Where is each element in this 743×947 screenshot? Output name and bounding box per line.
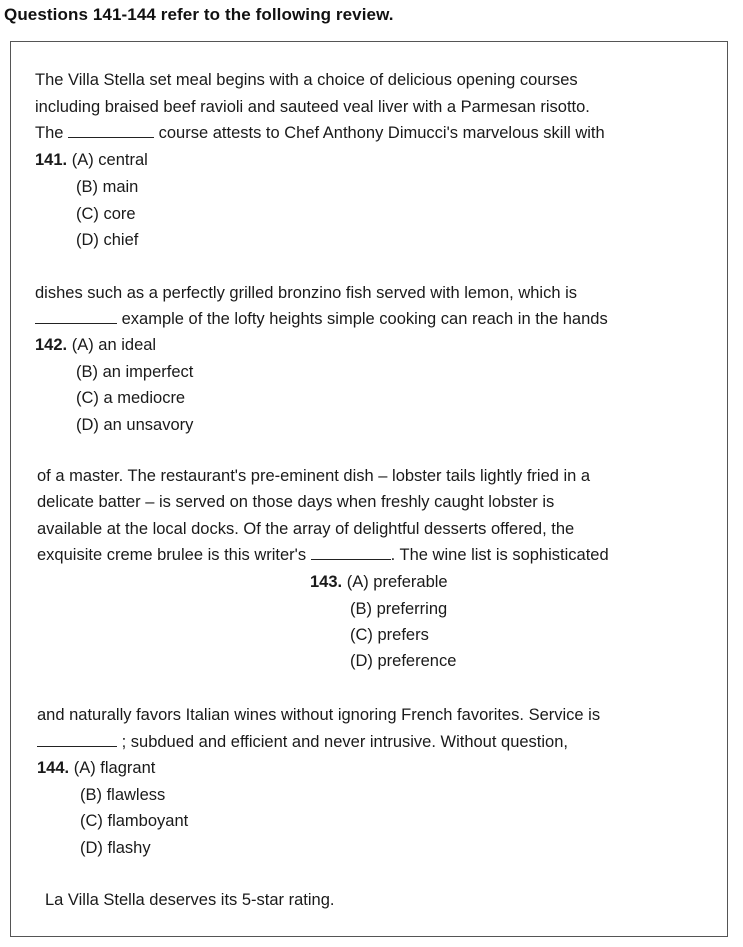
answer-option[interactable]: (C) core — [76, 205, 136, 223]
closing-line: La Villa Stella deserves its 5-star rating. — [45, 891, 335, 909]
passage-line: delicate batter – is served on those days when freshly caught lobster is — [37, 493, 555, 511]
passage-line — [37, 732, 568, 752]
answer-option[interactable]: (C) a mediocre — [76, 389, 186, 407]
passage-line: available at the local docks. Of the array of delightful desserts offered, the — [37, 520, 575, 538]
answer-option[interactable]: (B) an imperfect — [76, 363, 194, 381]
page-heading: Questions 141-144 refer to the following review. — [4, 5, 394, 24]
answer-option[interactable]: (C) prefers — [350, 626, 429, 644]
question-number: 142. — [35, 336, 68, 354]
passage-line — [35, 309, 608, 329]
answer-option[interactable]: (A) preferable — [346, 573, 448, 591]
answer-option[interactable]: (D) preference — [350, 652, 457, 670]
passage-text: exquisite creme brulee is this writer's — [37, 546, 307, 564]
answer-blank-141 — [68, 123, 154, 138]
answer-option[interactable]: (D) flashy — [80, 839, 151, 857]
answer-option[interactable]: (A) flagrant — [73, 759, 156, 777]
question-number: 144. — [37, 759, 70, 777]
answer-blank-144 — [37, 732, 117, 747]
answer-option[interactable]: (B) flawless — [80, 786, 166, 804]
answer-option[interactable]: (B) preferring — [350, 600, 448, 618]
passage-line — [37, 545, 609, 565]
passage-text: . The wine list is sophisticated — [390, 546, 609, 564]
answer-option[interactable]: (B) main — [76, 178, 139, 196]
answer-option[interactable]: (A) an ideal — [71, 336, 157, 354]
passage-line: The Villa Stella set meal begins with a choice of delicious opening courses — [35, 71, 578, 89]
passage-line: and naturally favors Italian wines without ignoring French favorites. Service is — [37, 706, 601, 724]
passage-line — [35, 123, 605, 143]
passage-line: of a master. The restaurant's pre-eminent dish – lobster tails lightly fried in a — [37, 467, 591, 485]
answer-option[interactable]: (C) flamboyant — [80, 812, 189, 830]
passage-line: dishes such as a perfectly grilled bronzino fish served with lemon, which is — [35, 284, 578, 302]
passage-text: The — [35, 124, 64, 142]
answer-option[interactable]: (D) an unsavory — [76, 416, 194, 434]
question-141 — [35, 150, 148, 170]
passage-text: ; subdued and efficient and never intrusive. Without question, — [121, 733, 568, 751]
question-143 — [310, 572, 448, 592]
passage-text: course attests to Chef Anthony Dimucci's marvelous skill with — [158, 124, 605, 142]
answer-blank-142 — [35, 309, 117, 324]
question-number: 141. — [35, 151, 68, 169]
answer-option[interactable]: (A) central — [71, 151, 148, 169]
passage-line: including braised beef ravioli and sauteed veal liver with a Parmesan risotto. — [35, 98, 590, 116]
question-142 — [35, 335, 156, 355]
question-number: 143. — [310, 573, 343, 591]
question-144 — [37, 758, 155, 778]
answer-option[interactable]: (D) chief — [76, 231, 139, 249]
answer-blank-143 — [311, 545, 391, 560]
passage-text: example of the lofty heights simple cooking can reach in the hands — [121, 310, 608, 328]
